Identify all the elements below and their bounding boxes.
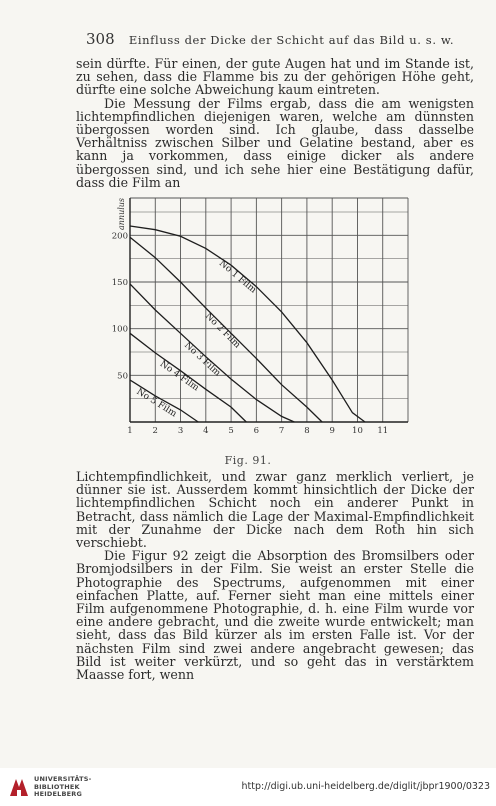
series-label: No 1 Film (216, 258, 258, 296)
x-tick-label: 11 (377, 426, 389, 436)
x-tick-label: 7 (278, 426, 285, 436)
series-label: No 3 Film (182, 340, 223, 379)
paragraph: Die Messung der Films ergab, dass die am wenigsten lichtempfindlichen diejenigen waren, welche am dünnsten übergossen worden sind. Ich glaube, dass dasselbe Verhältniss zwischen Silber und Gelatine bestand, aber es kann ja vorkommen, dass einige dicker als andere übergossen sind, und ich sehe hier eine Bestätigung dafür, dass die Film an (76, 95, 474, 190)
y-tick-label: 200 (111, 231, 128, 242)
source-url-link[interactable]: http://digi.ub.uni-heidelberg.de/diglit/jbpr1900/0323 (241, 781, 490, 792)
page-number: 308 (86, 30, 115, 48)
x-tick-label: 4 (203, 426, 209, 436)
x-tick-label: 10 (352, 426, 363, 436)
series-label: No 4 Film (157, 359, 201, 394)
sensitivity-chart (108, 190, 438, 440)
body-text-bottom (76, 470, 474, 681)
running-header (86, 30, 466, 48)
x-tick-label: 5 (228, 426, 234, 436)
body-text-top (76, 57, 474, 189)
paragraph: sein dürfte. Für einen, der gute Augen hat und im Stande ist, zu sehen, dass die Flamme bis zu der gehörigen Höhe geht, dürfte eine solche Abweichung kaum eintreten. (76, 56, 474, 98)
library-logo-text (34, 776, 92, 799)
paragraph: Die Figur 92 zeigt die Absorption des Bromsilbers oder Bromjodsilbers in der Film. Sie weist an erster Stelle die Photographie des Spectrums, aufgenommen mit einer einfachen Platte, auf. Ferner sieht man eine mittels einer Film aufgenommene Photographie, d. h. eine Film wurde vor eine andere gebracht, und die zweite wurde entwickelt; man sieht, dass das Bild kürzer als im ersten Falle ist. Vor der nächsten Film sind zwei andere angebracht gewesen; das Bild ist weiter verkürzt, und so geht das in verstärktem Maasse fort, wenn (76, 548, 474, 683)
paragraph: Lichtempfindlichkeit, und zwar ganz merklich verliert, je dünner sie ist. Ausserdem kommt hinsichtlich der Dicke der lichtempfindlichen Schicht noch ein anderer Punkt in Betracht, dass nämlich die Lage der Maximal-Empfindlichkeit mit der Zunahme der Dicke nach dem Roth hin sich verschiebt. (76, 469, 474, 551)
logo-line: HEIDELBERG (34, 790, 83, 798)
footer-bar (0, 768, 496, 806)
x-tick-label: 9 (329, 426, 335, 436)
series-label: No 5 Film (134, 386, 179, 420)
logo-line: UNIVERSITÄTS- (34, 775, 92, 783)
x-tick-label: 3 (177, 426, 184, 436)
x-tick-label: 8 (304, 426, 310, 436)
series-label: No 2 Film (202, 311, 242, 351)
library-logo-icon (8, 776, 30, 798)
y-axis-label: annulus (117, 197, 126, 230)
y-tick-label: 50 (117, 371, 128, 382)
figure-caption: Fig. 91. (224, 454, 272, 467)
y-tick-label: 100 (111, 324, 128, 335)
logo-line: BIBLIOTHEK (34, 782, 80, 791)
x-tick-label: 1 (127, 426, 133, 436)
figure-91 (108, 190, 438, 440)
x-tick-label: 6 (253, 426, 260, 436)
y-tick-label: 150 (111, 278, 128, 288)
running-title: Einfluss der Dicke der Schicht auf das Bild u. s. w. (128, 33, 455, 47)
x-tick-label: 2 (152, 426, 158, 436)
